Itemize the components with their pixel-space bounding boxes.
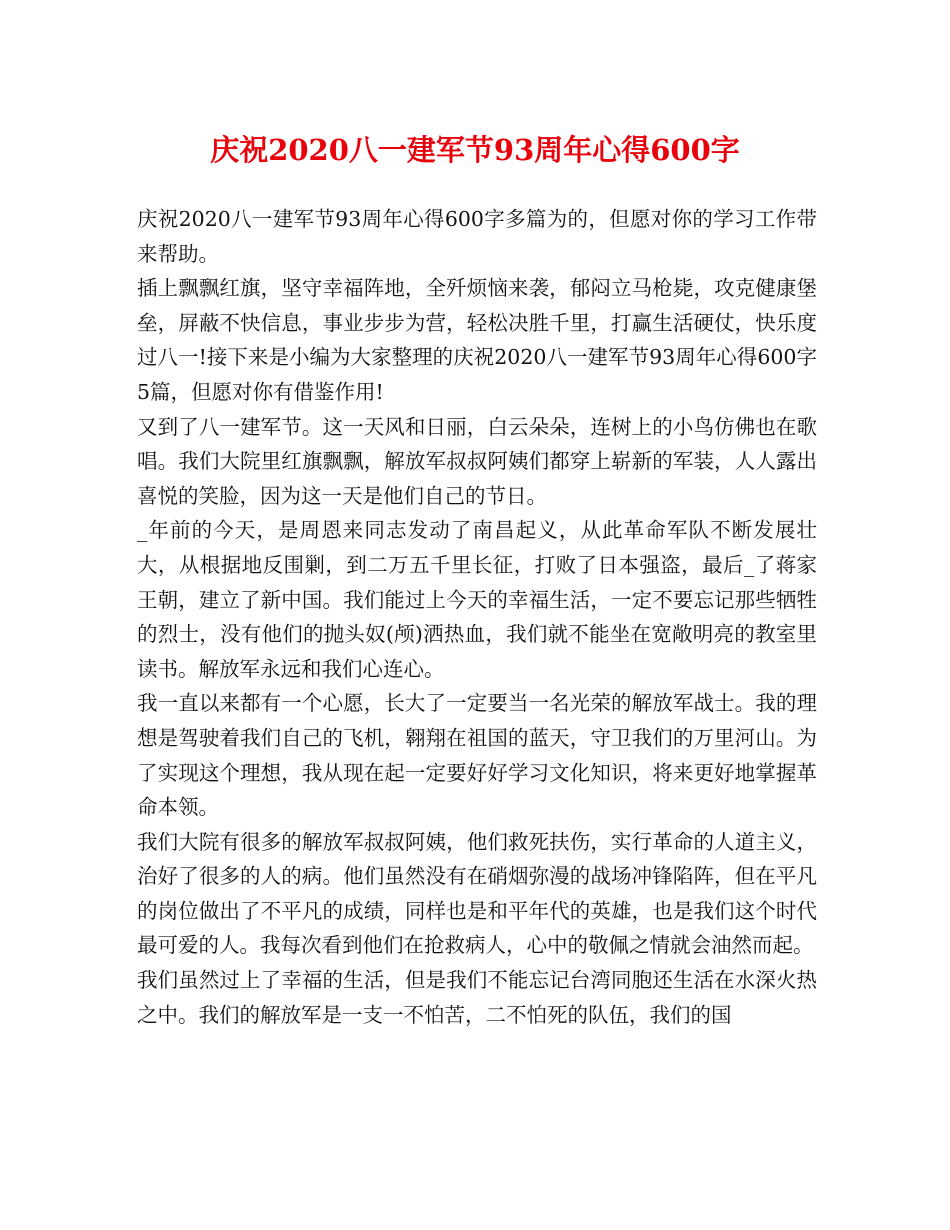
document-title: 庆祝2020八一建军节93周年心得600字 xyxy=(210,133,740,167)
paragraph: 我们大院有很多的解放军叔叔阿姨，他们救死扶伤，实行革命的人道主义，治好了很多的人的病。他们虽然没有在硝烟弥漫的战场冲锋陷阵，但在平凡的岗位做出了不平凡的成绩，同样也是和平年代的英雄，也是我们这个时代最可爱的人。我每次看到他们在抢救病人，心中的敬佩之情就会油然而起。 xyxy=(137,829,817,958)
paragraph: 插上飘飘红旗，坚守幸福阵地，全歼烦恼来袭，郁闷立马枪毙，攻克健康堡垒，屏蔽不快信息，事业步步为营，轻松决胜千里，打赢生活硬仗，快乐度过八一!接下来是小编为大家整理的庆祝2020八一建军节93周年心得600字5篇，但愿对你有借鉴作用! xyxy=(137,276,817,404)
document-body xyxy=(137,202,817,1032)
paragraph: 我们虽然过上了幸福的生活，但是我们不能忘记台湾同胞还生活在水深火热之中。我们的解放军是一支一不怕苦，二不怕死的队伍，我们的国 xyxy=(137,968,817,1027)
paragraph: _年前的今天，是周恩来同志发动了南昌起义，从此革命军队不断发展壮大，从根据地反围剿，到二万五千里长征，打败了日本强盗，最后_了蒋家王朝，建立了新中国。我们能过上今天的幸福生活，一定不要忘记那些牺牲的烈士，没有他们的抛头奴(颅)洒热血，我们就不能坐在宽敞明亮的教室里读书。解放军永远和我们心连心。 xyxy=(137,518,817,681)
paragraph: 庆祝2020八一建军节93周年心得600字多篇为的，但愿对你的学习工作带来帮助。 xyxy=(137,207,817,266)
paragraph: 我一直以来都有一个心愿，长大了一定要当一名光荣的解放军战士。我的理想是驾驶着我们自己的飞机，翱翔在祖国的蓝天，守卫我们的万里河山。为了实现这个理想，我从现在起一定要好好学习文化知识，将来更好地掌握革命本领。 xyxy=(137,691,817,820)
paragraph: 又到了八一建军节。这一天风和日丽，白云朵朵，连树上的小鸟仿佛也在歌唱。我们大院里红旗飘飘，解放军叔叔阿姨们都穿上崭新的军装，人人露出喜悦的笑脸，因为这一天是他们自己的节日。 xyxy=(137,414,817,508)
